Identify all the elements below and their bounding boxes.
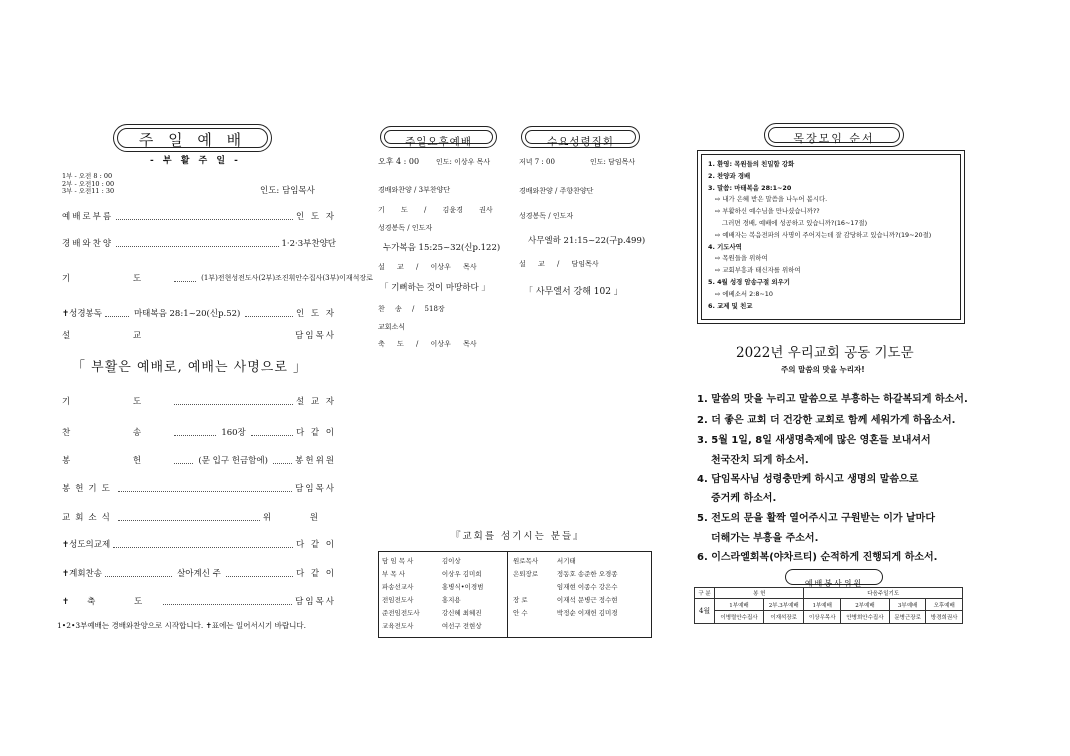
wednesday-line: 「 사무엘서 강해 102 」: [524, 287, 623, 297]
order-label: 설 교: [62, 331, 172, 341]
sermon-title: 「 부활은 예배로, 예배는 사명으로 」: [72, 360, 308, 375]
order-label: 경배와찬양: [62, 239, 114, 249]
order-item: [62, 306, 336, 320]
servant-row: [510, 554, 648, 567]
duty-table: [694, 587, 963, 624]
servant-role: 전임전도사: [382, 596, 414, 604]
afternoon-title-box: [380, 126, 497, 148]
time-1: 1부 - 오전 8 : 00: [62, 172, 113, 180]
sunday-subtitle: - 부 활 주 일 -: [150, 156, 241, 166]
servant-role: 교육전도사: [382, 622, 414, 630]
cell-line: ⇨ 목원들을 위하여: [715, 254, 768, 263]
order-mid: 160장: [221, 428, 246, 438]
prayer-line: 더해가는 부흥을 주소서.: [711, 533, 819, 544]
wednesday-time: 저녁 7 : 00: [519, 158, 555, 166]
duty-cell: 이병렬안수집사: [715, 611, 764, 624]
servant-name: 이재석 문병근 정수현: [556, 596, 618, 604]
order-right: 다 같 이: [295, 540, 336, 550]
afternoon-line: 축 도 / 이상우 목사: [378, 340, 477, 348]
afternoon-line: 설 교 / 이상우 목사: [378, 263, 477, 271]
afternoon-title: 주일오후예배: [405, 136, 472, 148]
afternoon-line: 성경봉독 / 인도자: [378, 224, 433, 232]
cell-line: 6. 교제 및 친교: [708, 301, 753, 310]
wednesday-leader: 인도: 담임목사: [590, 158, 636, 166]
order-mid: 살아계신 주: [177, 569, 221, 579]
prayer-line: 6. 이스라엘회복(야차르티) 순적하게 진행되게 하소서.: [697, 552, 938, 563]
cell-line: 3. 말씀: 마태복음 28:1~20: [708, 183, 792, 192]
servant-name: 박정순 이재헌 김미경: [556, 609, 618, 617]
wednesday-line: 성경봉독 / 인도자: [519, 212, 574, 220]
duty-cell: 이상우목사: [804, 611, 841, 624]
sunday-leader: 인도: 담임목사: [260, 186, 315, 196]
duty-cell: 안병희안수집사: [841, 611, 890, 624]
servant-name: 홍지용: [441, 596, 461, 604]
servant-name: 강신혜 최혜진: [441, 609, 482, 617]
order-label: 예배로부름: [62, 212, 114, 222]
servant-name: 정동호 송준한 오경종: [556, 570, 618, 578]
cell-line: ⇨ 예배자는 복음전파의 사명이 주어지는데 잘 감당하고 있습니까?(19~20절): [715, 230, 932, 239]
wednesday-title-box: [521, 126, 640, 148]
prayer-line: 4. 담임목사님 성령충만케 하시고 생명의 말씀으로: [697, 474, 919, 485]
order-item: [62, 453, 336, 467]
order-label: ✝축 도: [62, 597, 161, 607]
sunday-note: 1•2•3부예배는 경배와찬양으로 시작합니다. ✝표에는 일어서시기 바랍니다.: [57, 621, 306, 630]
cell-line: 1. 환영: 목원들의 친밀함 강화: [708, 160, 795, 168]
order-label: 봉 헌: [62, 456, 172, 466]
servants-left-table: [379, 554, 504, 632]
servant-role: 원로목사: [513, 557, 539, 565]
order-right: 인 도 자: [295, 309, 336, 319]
afternoon-line: 경배와찬양 / 3부찬양단: [378, 186, 451, 194]
servant-row: [510, 593, 648, 606]
cell-line: 그러면 경배, 예배에 성공하고 있습니까?(16~17절): [722, 218, 868, 227]
wednesday-line: 경배와찬양 / 주향찬양단: [519, 187, 594, 195]
servant-name: 이상우 김미희: [441, 570, 482, 578]
servants-title: 『교회를 섬기시는 분들』: [451, 531, 585, 542]
duty-title-box: [785, 569, 883, 588]
order-item: [62, 510, 336, 524]
servant-role: 부 목 사: [382, 570, 405, 578]
duty-month: 4월: [695, 599, 715, 624]
prayer-subtitle: 주의 말씀의 맛을 누리자!: [781, 365, 865, 374]
duty-cell: 방경희권사: [926, 611, 963, 624]
duty-subhead: 1부예배: [804, 599, 841, 611]
sunday-title: 주 일 예 배: [138, 131, 247, 149]
duty-subhead: 1부예배: [715, 599, 764, 611]
servant-row: [379, 593, 504, 606]
afternoon-line: 교회소식: [378, 323, 406, 331]
afternoon-time: 오후 4 : 00: [378, 157, 420, 166]
cell-title-box: [764, 123, 904, 147]
cell-box: [697, 150, 965, 324]
duty-title: 예배봉사위원: [804, 579, 864, 588]
cell-list: [708, 159, 931, 312]
order-label: ✝계회찬송: [62, 569, 102, 579]
cell-line: 2. 찬양과 경배: [708, 171, 751, 180]
order-mid: (1부)전현성전도사(2부)조진휘안수집사(3부)이재석장로: [201, 274, 373, 282]
order-item: [62, 209, 336, 223]
servant-name: 임재현 이종수 강은수: [556, 583, 618, 591]
time-3: 3부 - 오전11 : 30: [62, 187, 115, 195]
wednesday-title: 수요성령집회: [547, 136, 614, 148]
order-label: 찬 송: [62, 428, 172, 438]
servants-right-table: [510, 554, 648, 619]
order-item: [62, 328, 336, 342]
order-mid: 마태복음 28:1~20(신p.52): [133, 309, 241, 319]
order-item: [62, 394, 336, 408]
prayer-line: 증거케 하소서.: [711, 493, 777, 504]
cell-line: ⇨ 에베소서 2:8~10: [715, 289, 773, 298]
servant-row: [379, 567, 504, 580]
afternoon-leader: 인도: 이상우 목사: [436, 158, 491, 166]
servant-row: [510, 567, 648, 580]
cell-line: 4. 기도사역: [708, 242, 742, 251]
order-label: 봉헌기도: [62, 484, 115, 494]
order-right: 1·2·3부찬양단: [281, 239, 336, 249]
order-label: 기 도: [62, 274, 172, 284]
duty-head: 다음주일기도: [804, 588, 963, 599]
order-right: 담임목사: [295, 597, 336, 607]
cell-line: ⇨ 교회부흥과 태신자를 위하여: [715, 266, 801, 275]
servant-role: 은퇴장로: [513, 570, 539, 578]
servant-row: [510, 606, 648, 619]
time-2: 2부 - 오전10 : 00: [62, 179, 115, 188]
order-right: 다 같 이: [295, 428, 337, 438]
order-right: 위 원: [262, 513, 336, 523]
order-item: [62, 537, 336, 551]
afternoon-line: 기 도 / 김윤경 권사: [378, 206, 493, 214]
order-mid: (문 입구 헌금함에): [198, 456, 268, 466]
servants-box: [378, 551, 652, 638]
sunday-times: [62, 173, 114, 196]
order-right: 인 도 자: [295, 212, 336, 222]
servant-name: 김이상: [441, 557, 461, 565]
order-right: 다 같 이: [295, 569, 336, 579]
afternoon-line: 「 기뻐하는 것이 마땅하다 」: [380, 283, 490, 293]
order-item: [62, 425, 336, 439]
duty-subhead: 2부예배: [841, 599, 890, 611]
afternoon-line: 누가복음 15:25~32(신p.122): [383, 243, 501, 253]
order-item: [62, 271, 373, 285]
prayer-line: 2. 더 좋은 교회 더 건강한 교회로 함께 세워가게 하옵소서.: [697, 415, 956, 426]
servant-role: [510, 580, 554, 593]
servant-role: 안 수: [513, 609, 528, 617]
servant-role: 담 임 목 사: [382, 557, 414, 565]
prayer-line: 1. 말씀의 맛을 누리고 말씀으로 부흥하는 하갈복되게 하소서.: [697, 394, 968, 405]
wednesday-line: 설 교 / 담임목사: [519, 260, 599, 268]
prayer-line: 3. 5월 1일, 8일 새생명축제에 많은 영혼들 보내셔서: [697, 435, 931, 446]
servant-name: 여선구 전현상: [441, 622, 482, 630]
cell-line: ⇨ 부활하신 예수님을 만나셨습니까??: [715, 207, 820, 216]
servant-row: [379, 554, 504, 567]
order-item: [62, 566, 336, 580]
cell-line: 5. 4월 성경 암송구절 외우기: [708, 277, 790, 286]
servant-row: [379, 619, 504, 632]
sunday-title-box: [113, 124, 272, 152]
duty-cell: 문병근장로: [889, 611, 926, 624]
prayer-title: 2022년 우리교회 공동 기도문: [736, 345, 914, 361]
order-item: [62, 481, 336, 495]
duty-subhead: 2부.3부예배: [763, 599, 804, 611]
duty-subhead: 오후예배: [926, 599, 963, 611]
afternoon-line: 찬 송 / 518장: [378, 305, 445, 313]
duty-subhead: 3부예배: [889, 599, 926, 611]
wednesday-line: 사무엘하 21:15~22(구p.499): [528, 236, 646, 246]
duty-head: 봉 헌: [715, 588, 804, 599]
prayer-line: 천국잔치 되게 하소서.: [711, 455, 809, 466]
order-item: [62, 594, 336, 608]
servant-role: 준전임전도사: [382, 609, 420, 617]
order-label: 교회소식: [62, 513, 115, 523]
order-item: [62, 236, 336, 250]
order-right: 담임목사: [295, 331, 336, 341]
order-right: 설 교 자: [295, 397, 336, 407]
duty-cell: 이재석장로: [763, 611, 804, 624]
servant-row: [510, 580, 648, 593]
servant-name: 홍병식•이경범: [441, 583, 484, 591]
servant-role: 파송선교사: [382, 583, 414, 591]
order-right: 담임목사: [295, 484, 336, 494]
order-right: 봉헌위원: [295, 456, 336, 466]
cell-line: ⇨ 내가 은혜 받은 말씀을 나누어 봅시다.: [715, 195, 828, 204]
servant-row: [379, 606, 504, 619]
cell-title: 목장모임 순서: [793, 132, 875, 145]
order-label: ✝성도의교제: [62, 540, 111, 550]
prayer-line: 5. 전도의 문을 활짝 열어주시고 구원받는 이가 날마다: [697, 513, 935, 524]
servant-row: [379, 580, 504, 593]
order-label: 기 도: [62, 397, 172, 407]
servant-role: 장 로: [513, 596, 528, 604]
order-label: ✝성경봉독: [62, 309, 102, 319]
servant-name: 서기태: [556, 557, 576, 565]
duty-head: 구 분: [695, 588, 715, 599]
